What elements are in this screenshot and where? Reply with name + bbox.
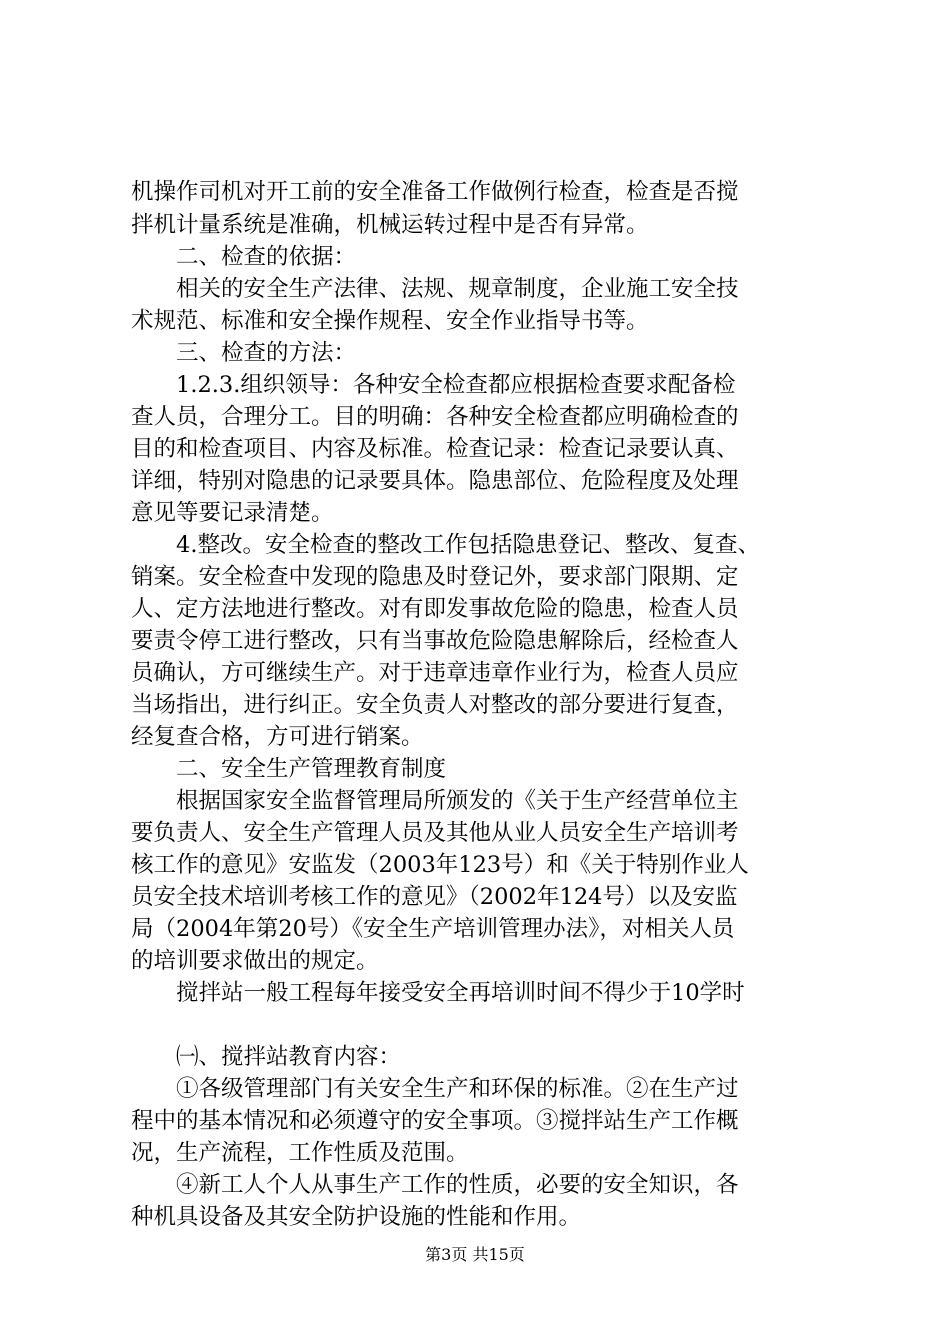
text-line: ④新工人个人从事生产工作的性质，必要的安全知识，各: [176, 1172, 739, 1198]
text-line: 要负责人、安全生产管理人员及其他从业人员安全生产培训考: [131, 820, 739, 846]
text-line: 种机具设备及其安全防护设施的性能和作用。: [131, 1204, 582, 1230]
text-line: 人、定方法地进行整改。对有即发事故危险的隐患，检查人员: [131, 596, 739, 622]
text-line: 的培训要求做出的规定。: [131, 948, 379, 974]
text-line: 销案。安全检查中发现的隐患及时登记外，要求部门限期、定: [131, 564, 739, 590]
text-line: 4.整改。安全检查的整改工作包括隐患登记、整改、复查、: [176, 532, 760, 558]
text-line: 况，生产流程，工作性质及范围。: [131, 1140, 469, 1166]
text-line: 术规范、标准和安全操作规程、安全作业指导书等。: [131, 308, 649, 334]
text-line: 核工作的意见》安监发（2003年123号）和《关于特别作业人: [131, 852, 749, 878]
text-line: 员确认，方可继续生产。对于违章违章作业行为，检查人员应: [131, 660, 739, 686]
text-line: 当场指出，进行纠正。安全负责人对整改的部分要进行复查，: [131, 692, 739, 718]
section-heading: 二、安全生产管理教育制度: [176, 756, 447, 782]
text-line: 程中的基本情况和必须遵守的安全事项。③搅拌站生产工作概: [131, 1108, 739, 1134]
text-line: 相关的安全生产法律、法规、规章制度，企业施工安全技: [176, 276, 739, 302]
section-heading: 二、检查的依据：: [176, 244, 357, 270]
text-line: 意见等要记录清楚。: [131, 500, 334, 526]
text-line: 经复查合格，方可进行销案。: [131, 724, 424, 750]
text-line: 详细，特别对隐患的记录要具体。隐患部位、危险程度及处理: [131, 468, 739, 494]
text-line: 局（2004年第20号）《安全生产培训管理办法》，对相关人员: [131, 916, 735, 942]
section-heading: ㈠、搅拌站教育内容：: [176, 1044, 402, 1070]
text-line: 根据国家安全监督管理局所颁发的《关于生产经营单位主: [176, 788, 739, 814]
page-number: 第3页 共15页: [425, 1245, 525, 1264]
text-line: ①各级管理部门有关安全生产和环保的标准。②在生产过: [176, 1076, 739, 1102]
text-line: 员安全技术培训考核工作的意见》（2002年124号）以及安监: [131, 884, 738, 910]
text-line: 查人员，合理分工。目的明确：各种安全检查都应明确检查的: [131, 404, 739, 430]
text-line: 1.2.3.组织领导：各种安全检查都应根据检查要求配备检: [176, 372, 736, 398]
text-line: 目的和检查项目、内容及标准。检查记录：检查记录要认真、: [131, 436, 739, 462]
section-heading: 三、检查的方法：: [176, 340, 357, 366]
text-line: 机操作司机对开工前的安全准备工作做例行检查，检查是否搅: [131, 179, 739, 205]
text-line: 搅拌站一般工程每年接受安全再培训时间不得少于10学时: [176, 980, 745, 1006]
text-line: 要责令停工进行整改，只有当事故危险隐患解除后，经检查人: [131, 628, 739, 654]
text-line: 拌机计量系统是准确，机械运转过程中是否有异常。: [131, 212, 649, 238]
